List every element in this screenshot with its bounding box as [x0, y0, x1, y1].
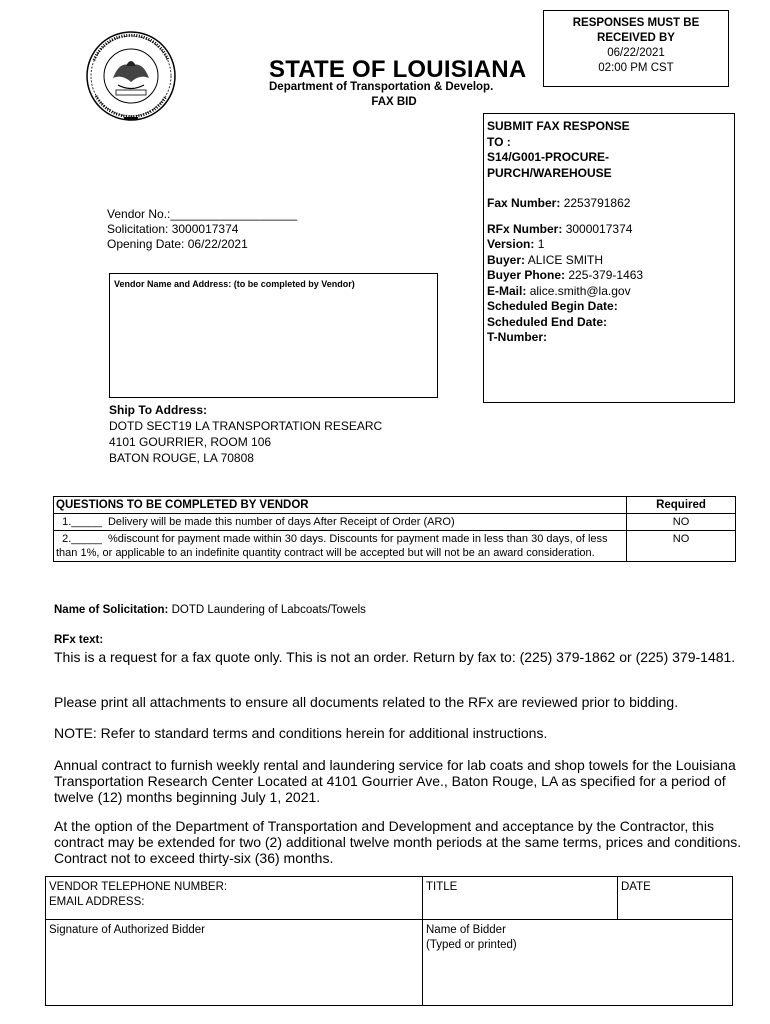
email-value: alice.smith@la.gov: [529, 283, 631, 298]
vendor-email-label: EMAIL ADDRESS:: [49, 896, 145, 908]
deadline-line2: RECEIVED BY: [597, 32, 675, 44]
bidder-name-hint: (Typed or printed): [426, 939, 517, 951]
end-date-label: Scheduled End Date:: [487, 314, 608, 329]
rfx-paragraph-4: Annual contract to furnish weekly rental and laundering service for lab coats and shop towels for the Louisiana Transportation Research Center Located at 4101 Gourrier Ave., Baton Rouge, LA as specified for a period of twelve (12) months beginning July 1, 2021.: [54, 757, 736, 805]
begin-date-label: Scheduled Begin Date:: [487, 299, 618, 313]
solicitation-name-label: Name of Solicitation:: [54, 604, 169, 616]
table-row: [54, 531, 736, 562]
fax-value: 2253791862: [563, 196, 631, 210]
buyer-phone-label: Buyer Phone:: [487, 268, 566, 282]
submit-fax-box: [483, 113, 735, 403]
question-1-required: NO: [627, 514, 736, 531]
title-field[interactable]: [423, 877, 618, 920]
rfx-paragraph-2: Please print all attachments to ensure all documents related to the RFx are reviewed prior to bidding.: [54, 694, 679, 710]
rfx-label: RFx Number:: [487, 221, 563, 236]
question-2[interactable]: 2._____ %discount for payment made within 30 days. Discounts for payment made in less than 30 days, of less than 1%, or applicable to an indefinite quantity contract will be accepted but will not be an award consideration.: [54, 531, 627, 562]
date-label: DATE: [621, 881, 651, 893]
buyer-phone-value: 225-379-1463: [568, 268, 644, 282]
version-label: Version:: [487, 237, 535, 251]
questions-header: QUESTIONS TO BE COMPLETED BY VENDOR: [54, 497, 627, 514]
question-1[interactable]: 1._____ Delivery will be made this number of days After Receipt of Order (ARO): [54, 514, 627, 531]
submit-heading-3: S14/G001-PROCURE-: [487, 150, 610, 164]
question-2-required: NO: [627, 531, 736, 562]
submit-heading-2: TO :: [487, 134, 511, 149]
t-number-label: T-Number:: [487, 330, 547, 344]
vendor-contact-field[interactable]: [46, 877, 423, 920]
rfx-number-row: [487, 222, 731, 238]
solicitation-name-value: DOTD Laundering of Labcoats/Towels: [171, 604, 366, 616]
buyer-phone-row: [487, 268, 731, 284]
signature-table: [45, 876, 733, 1006]
buyer-value: ALICE SMITH: [527, 252, 604, 267]
rfx-text-label: RFx text:: [54, 634, 104, 646]
deadline-line1: RESPONSES MUST BE: [572, 17, 700, 29]
buyer-row: [487, 253, 731, 269]
vendor-number-field[interactable]: Vendor No.:___________________: [107, 207, 298, 221]
page-title: STATE OF LOUISIANA: [269, 56, 527, 83]
vendor-questions-table: [53, 496, 736, 562]
rfx-paragraph-1: This is a request for a fax quote only. This is not an order. Return by fax to: (225) 379-1862 or (225) 379-1481.: [54, 649, 736, 665]
deadline-date: 06/22/2021: [607, 47, 665, 59]
rfx-value: 3000017374: [565, 221, 633, 236]
response-deadline-box: [543, 10, 729, 87]
fax-number-row: [487, 196, 731, 212]
signature-row-2: [46, 920, 733, 1006]
vendor-phone-label: VENDOR TELEPHONE NUMBER:: [49, 881, 228, 893]
signature-label: Signature of Authorized Bidder: [49, 924, 205, 936]
version-row: [487, 237, 731, 253]
state-seal-icon: [80, 30, 182, 122]
submit-heading-1: SUBMIT FAX RESPONSE: [487, 119, 630, 133]
solicitation-number: Solicitation: 3000017374: [107, 222, 239, 236]
ship-label: Ship To Address:: [109, 403, 208, 417]
buyer-label: Buyer:: [487, 252, 526, 267]
ship-to-address: [109, 402, 382, 466]
version-value: 1: [537, 237, 545, 251]
rfx-paragraph-5: At the option of the Department of Transportation and Development and acceptance by the Contractor, this contract may be extended for two (2) additional twelve month periods at the same terms, prices and conditions. Contract not to exceed thirty-six (36) months.: [54, 818, 742, 866]
questions-header-row: [54, 497, 736, 514]
deadline-time: 02:00 PM CST: [598, 62, 674, 74]
doc-type: FAX BID: [371, 96, 417, 108]
email-label: E-Mail:: [487, 283, 527, 298]
ship-line-3: BATON ROUGE, LA 70808: [109, 451, 254, 465]
fax-label: Fax Number:: [487, 196, 561, 210]
vendor-box-label: Vendor Name and Address: (to be completed by Vendor): [114, 279, 355, 289]
ship-line-1: DOTD SECT19 LA TRANSPORTATION RESEARC: [109, 419, 383, 433]
rfx-paragraph-3: NOTE: Refer to standard terms and conditions herein for additional instructions.: [54, 725, 548, 741]
signature-row-1: [46, 877, 733, 920]
vendor-name-address-field[interactable]: [109, 273, 438, 398]
signature-field[interactable]: [46, 920, 423, 1006]
bidder-name-label: Name of Bidder: [426, 924, 506, 936]
date-field[interactable]: [618, 877, 733, 920]
bidder-name-field[interactable]: [423, 920, 733, 1006]
email-row: [487, 284, 731, 300]
title-label: TITLE: [426, 881, 458, 893]
department-name: Department of Transportation & Develop.: [269, 81, 494, 93]
vendor-info: [107, 207, 297, 252]
opening-date: Opening Date: 06/22/2021: [107, 237, 248, 251]
submit-heading-4: PURCH/WAREHOUSE: [487, 165, 612, 180]
solicitation-name: [54, 604, 366, 616]
table-row: [54, 514, 736, 531]
ship-line-2: 4101 GOURRIER, ROOM 106: [109, 435, 272, 449]
required-header: Required: [627, 497, 736, 514]
